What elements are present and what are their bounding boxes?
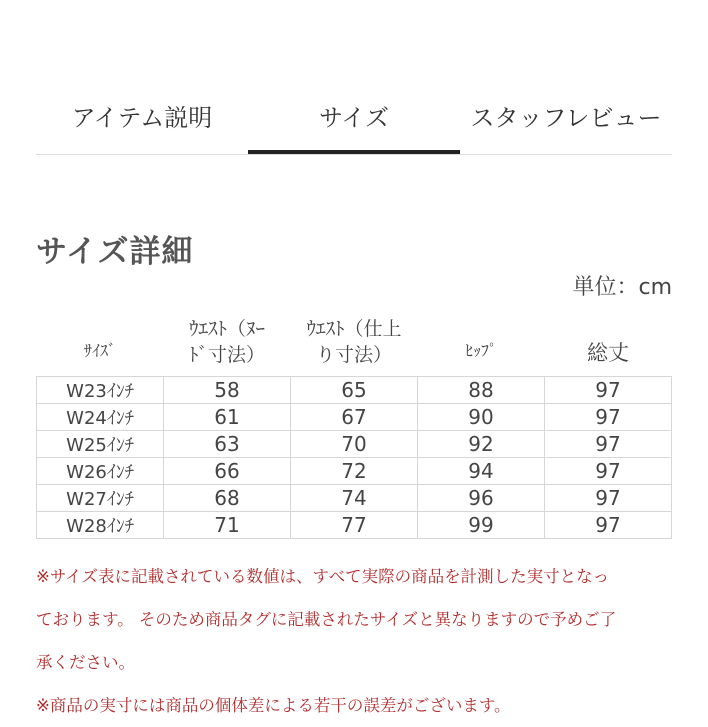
total-length-cell: 97 xyxy=(545,458,672,485)
hip-cell: 88 xyxy=(418,377,545,404)
header-waist-nude-line1: ｳｴｽﾄ（ﾇｰ xyxy=(188,318,265,340)
tab-size[interactable]: サイズ xyxy=(318,104,390,132)
waist-finished-cell: 77 xyxy=(291,512,418,539)
header-waist-finished-line1: ｳｴｽﾄ（仕上 xyxy=(306,318,402,340)
waist-nude-cell: 71 xyxy=(164,512,291,539)
header-waist-finished xyxy=(290,316,418,368)
table-row xyxy=(37,485,672,512)
note-line: 承ください。 xyxy=(36,653,135,672)
waist-finished-cell: 74 xyxy=(291,485,418,512)
table-row xyxy=(37,431,672,458)
waist-nude-cell: 58 xyxy=(164,377,291,404)
table-row xyxy=(37,512,672,539)
size-cell: W25ｲﾝﾁ xyxy=(37,431,164,458)
header-size-label: ｻｲｽﾞ xyxy=(83,341,116,360)
waist-nude-cell: 66 xyxy=(164,458,291,485)
size-table xyxy=(36,376,672,539)
total-length-cell: 97 xyxy=(545,431,672,458)
hip-cell: 90 xyxy=(418,404,545,431)
header-waist-nude-line2: ﾄﾞ寸法） xyxy=(188,344,265,366)
tab-item-description[interactable]: アイテム説明 xyxy=(71,104,213,132)
waist-finished-cell: 65 xyxy=(291,377,418,404)
size-cell: W23ｲﾝﾁ xyxy=(37,377,164,404)
table-row xyxy=(37,458,672,485)
total-length-cell: 97 xyxy=(545,377,672,404)
note-line: ※商品の実寸には商品の個体差による若干の誤差がございます。 xyxy=(36,696,511,715)
header-total-length-label: 総丈 xyxy=(587,341,629,365)
size-cell: W24ｲﾝﾁ xyxy=(37,404,164,431)
table-row xyxy=(37,377,672,404)
hip-cell: 94 xyxy=(418,458,545,485)
total-length-cell: 97 xyxy=(545,404,672,431)
header-hip-label: ﾋｯﾌﾟ xyxy=(464,341,497,360)
size-cell: W27ｲﾝﾁ xyxy=(37,485,164,512)
hip-cell: 99 xyxy=(418,512,545,539)
note-line: ※サイズ表に記載されている数値は、すべて実際の商品を計測した実寸となっ xyxy=(36,567,610,586)
waist-finished-cell: 67 xyxy=(291,404,418,431)
table-row xyxy=(37,404,672,431)
header-total-length xyxy=(544,340,672,366)
size-cell: W26ｲﾝﾁ xyxy=(37,458,164,485)
header-size xyxy=(36,338,164,364)
header-waist-finished-line2: り寸法） xyxy=(315,344,392,366)
section-title: サイズ詳細 xyxy=(36,234,194,270)
waist-nude-cell: 63 xyxy=(164,431,291,458)
total-length-cell: 97 xyxy=(545,485,672,512)
note-line: ております。 そのため商品タグに記載されたサイズと異なりますので予めご了 xyxy=(36,610,617,629)
size-cell: W28ｲﾝﾁ xyxy=(37,512,164,539)
header-hip xyxy=(418,338,544,364)
waist-nude-cell: 61 xyxy=(164,404,291,431)
header-waist-nude xyxy=(164,316,290,368)
total-length-cell: 97 xyxy=(545,512,672,539)
waist-finished-cell: 72 xyxy=(291,458,418,485)
tab-bar xyxy=(36,96,672,155)
waist-finished-cell: 70 xyxy=(291,431,418,458)
hip-cell: 92 xyxy=(418,431,545,458)
hip-cell: 96 xyxy=(418,485,545,512)
tab-staff-review[interactable]: スタッフレビュー xyxy=(470,104,662,132)
unit-label: 単位：cm xyxy=(572,275,672,300)
active-tab-indicator xyxy=(248,150,460,154)
waist-nude-cell: 68 xyxy=(164,485,291,512)
